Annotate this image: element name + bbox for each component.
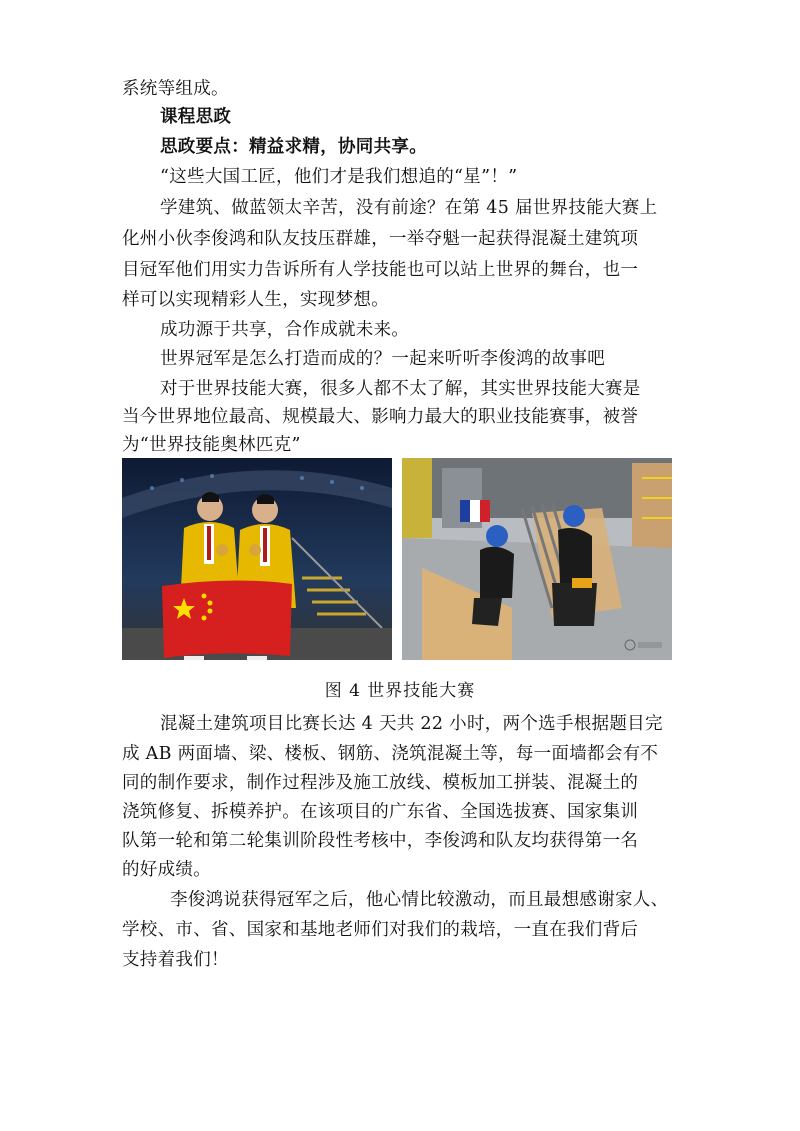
text-line: 化州小伙李俊鸿和队友技压群雄，一举夺魁一起获得混凝土建筑项: [122, 229, 639, 249]
text-line: 为“世界技能奥林匹克”: [122, 435, 301, 455]
figure-caption: 图 4 世界技能大赛: [324, 681, 476, 701]
text-line: 学校、市、省、国家和基地老师们对我们的栽培，一直在我们背后: [122, 920, 639, 940]
key-point-heading: 思政要点：精益求精，协同共享。: [160, 137, 427, 157]
section-heading: 课程思政: [160, 107, 232, 127]
text-line: 当今世界地位最高、规模最大、影响力最大的职业技能赛事，被誉: [122, 407, 639, 427]
text-line: 成功源于共享，合作成就未来。: [160, 320, 410, 340]
text-line: 浇筑修复、拆模养护。在该项目的广东省、全国选拔赛、国家集训: [122, 802, 639, 822]
text-line: 的好成绩。: [122, 860, 211, 880]
athletes-with-flag-image: [122, 458, 392, 660]
text-line: 世界冠军是怎么打造而成的？一起来听听李俊鸿的故事吧: [160, 349, 605, 369]
text-line: 混凝土建筑项目比赛长达 4 天共 22 小时，两个选手根据题目完: [160, 714, 663, 734]
text-line: 支持着我们！: [122, 950, 229, 970]
text-line: 李俊鸿说获得冠军之后，他心情比较激动，而且最想感谢家人、: [170, 890, 669, 910]
quote-line: “这些大国工匠，他们才是我们想追的“星”！”: [160, 167, 518, 187]
text-line: 学建筑、做蓝领太辛苦，没有前途？在第 45 届世界技能大赛上: [160, 198, 658, 218]
text-line: 样可以实现精彩人生，实现梦想。: [122, 290, 389, 310]
text-line: 对于世界技能大赛，很多人都不太了解，其实世界技能大赛是: [160, 379, 641, 399]
text-line: 同的制作要求，制作过程涉及施工放线、模板加工拼装、混凝土的: [122, 773, 639, 793]
text-line: 目冠军他们用实力告诉所有人学技能也可以站上世界的舞台，也一: [122, 260, 639, 280]
text-line: 成 AB 两面墙、梁、楼板、钢筋、浇筑混凝土等，每一面墙都会有不: [122, 744, 659, 764]
text-line: 队第一轮和第二轮集训阶段性考核中，李俊鸿和队友均获得第一名: [122, 831, 639, 851]
text-line: 系统等组成。: [122, 79, 229, 99]
workers-at-competition-image: [402, 458, 672, 660]
